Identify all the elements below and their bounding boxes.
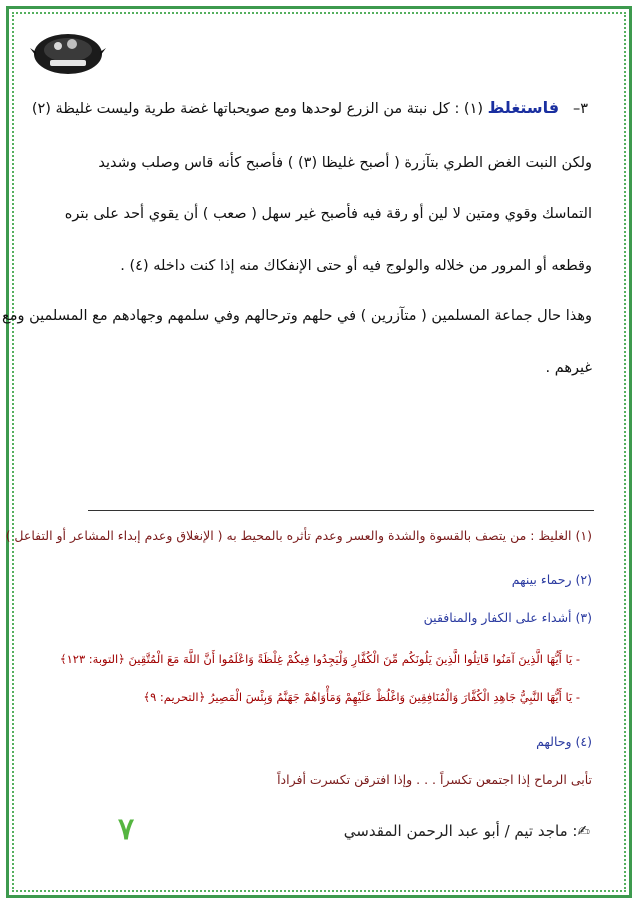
main-line-1: [32, 98, 588, 117]
footnote-2: (٢) رحماء بينهم: [511, 572, 592, 587]
line1-text: (١) : كل نبتة من الزرع لوحدها ومع صويحباتها غضة طرية وليست غليظة (٢): [31, 101, 484, 117]
verse-1: - يَا أَيُّهَا الَّذِينَ آمَنُوا قَاتِلُوا الَّذِينَ يَلُونَكُم مِّنَ الْكُفَّارِ وَلْيَجِدُوا فِيكُمْ غِلْظَةً وَاعْلَمُوا أَنَّ اللَّهَ مَعَ الْمُتَّقِينَ ﴿التوبة: ١٢٣﴾: [59, 652, 580, 666]
page-border-inner: [12, 12, 626, 892]
verse-2: - يَا أَيُّهَا النَّبِيُّ جَاهِدِ الْكُفَّارَ وَالْمُنَافِقِينَ وَاغْلُظْ عَلَيْهِمْ وَمَأْوَاهُمْ جَهَنَّمُ وَبِئْسَ الْمَصِيرُ ﴿التحريم: ٩﴾: [143, 690, 580, 704]
footnote-separator: [88, 510, 594, 511]
author-signature: ✍: ماجد تيم / أبو عبد الرحمن المقدسي: [343, 822, 590, 840]
section-number: ٣–: [572, 101, 588, 117]
poem-line: تأبى الرماح إذا اجتمعن تكسراً . . . وإذا افترقن تكسرت أفراداً: [277, 772, 592, 787]
page-number: ٧: [118, 812, 135, 847]
main-line-3: التماسك وقوي ومتين لا لين أو رقة فيه فأصبح غير سهل ( صعب ) أن يقوي أحد على بتره: [64, 206, 592, 222]
logo-icon: [28, 22, 108, 82]
main-line-4: وقطعه أو المرور من خلاله والولوج فيه أو حتى الإنفكاك منه إذا كنت داخله (٤) .: [120, 258, 592, 274]
word-title: فاستغلظ: [487, 98, 560, 117]
footnote-1: (١) الغليظ : من يتصف بالقسوة والشدة والعسر وعدم تأثره بالمحيط به ( الإنغلاق وعدم إبداء المشاعر أو التفاعل ): [5, 528, 592, 543]
footnote-3: (٣) أشداء على الكفار والمنافقين: [423, 610, 592, 625]
main-line-6: غيرهم .: [545, 360, 592, 376]
footnote-4: (٤) وحالهم: [536, 734, 592, 749]
main-line-2: ولكن النبت الغض الطري بتآزرة ( أصبح غليظا (٣) ) فأصبح كأنه قاس وصلب وشديد: [98, 155, 592, 171]
main-line-5: وهذا حال جماعة المسلمين ( متآزرين ) في حلهم وترحالهم وفي سلمهم وجهادهم مع المسلمين ومع: [2, 308, 592, 324]
